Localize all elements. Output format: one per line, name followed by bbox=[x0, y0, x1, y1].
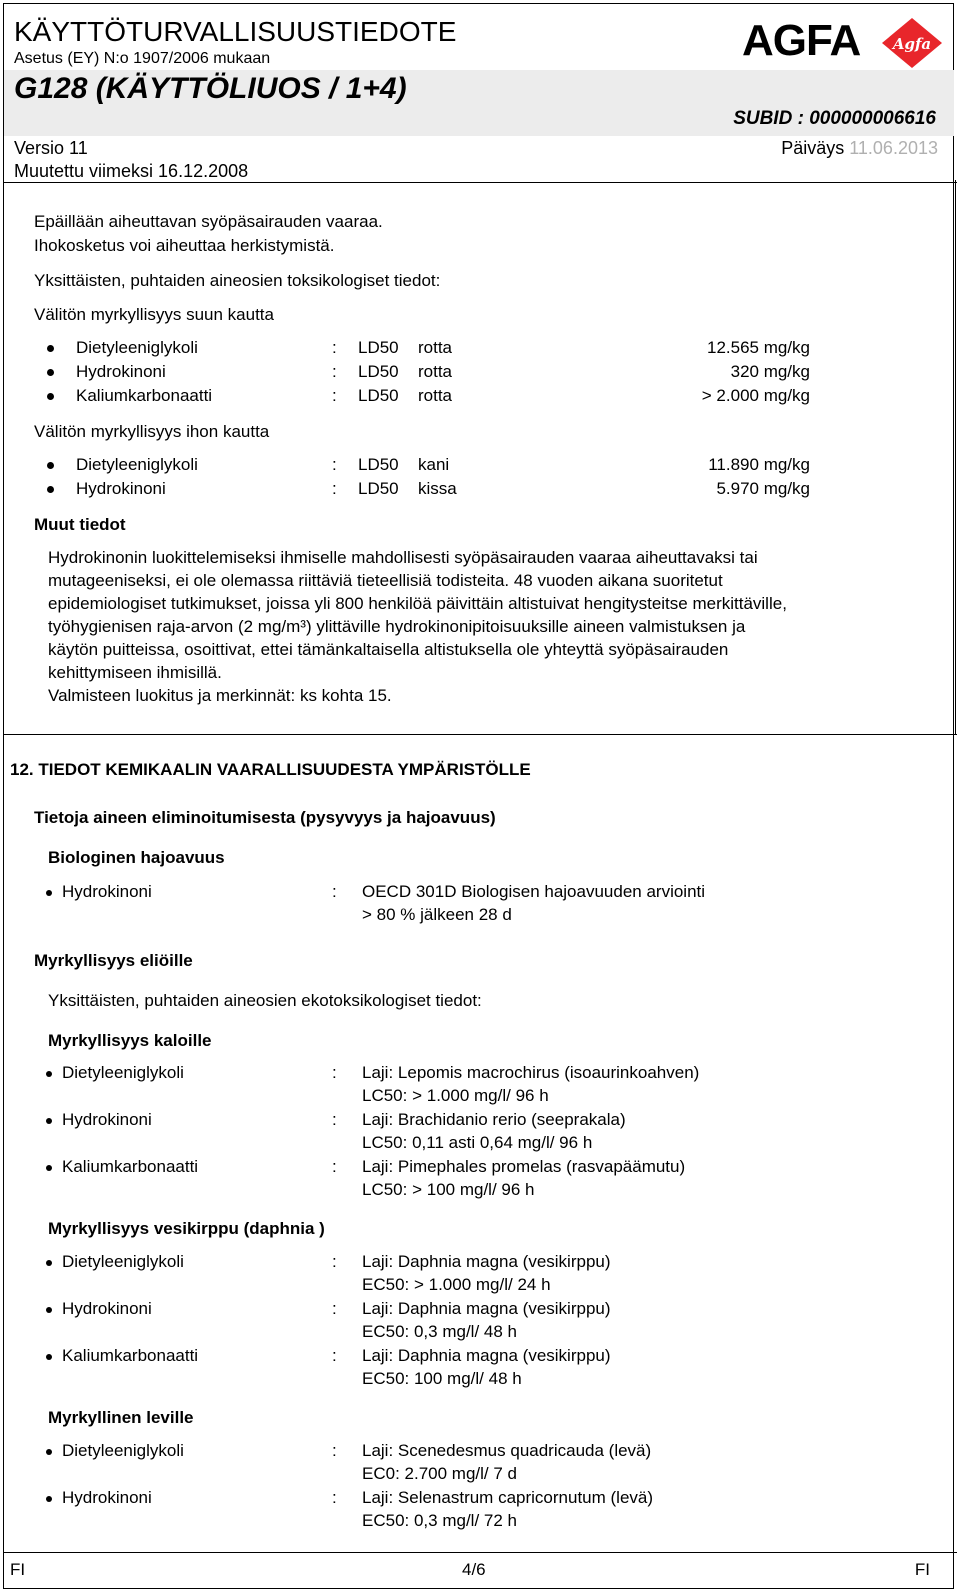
biodegradability-title: Biologinen hajoavuus bbox=[48, 848, 225, 867]
species: kani bbox=[418, 455, 450, 474]
species-detail: Laji: Pimephales promelas (rasvapäämutu) bbox=[362, 1157, 686, 1176]
species-detail: Laji: Daphnia magna (vesikirppu) bbox=[362, 1252, 611, 1271]
other-info-line: työhygienisen raja-arvon (2 mg/m³) ylittäville hydrokinonipitoisuuksille aineen valmistuksen ja bbox=[48, 617, 746, 636]
separator: : bbox=[332, 1252, 337, 1271]
other-info-line: Hydrokinonin luokittelemiseksi ihmiselle mahdollisesti syöpäsairauden vaaraa aiheuttavaksi tai bbox=[48, 548, 758, 567]
species-detail: Laji: Lepomis macrochirus (isoaurinkoahven) bbox=[362, 1063, 700, 1082]
eco-result: EC50: > 1.000 mg/l/ 24 h bbox=[362, 1275, 551, 1294]
eco-result: LC50: > 1.000 mg/l/ 96 h bbox=[362, 1086, 549, 1105]
sensitisation-warning: Ihokosketus voi aiheuttaa herkistymistä. bbox=[34, 236, 335, 255]
separator: : bbox=[332, 338, 337, 357]
substance-name: Kaliumkarbonaatti bbox=[76, 386, 213, 405]
organisms-title: Myrkyllisyys eliöille bbox=[34, 951, 193, 970]
logo-badge-text: Agfa bbox=[892, 35, 932, 53]
tox-value: 12.565 mg/kg bbox=[706, 338, 810, 357]
eco-detail: OECD 301D Biologisen hajoavuuden arviointi bbox=[362, 882, 706, 901]
separator: : bbox=[332, 1157, 337, 1176]
oral-toxicity-title: Välitön myrkyllisyys suun kautta bbox=[34, 305, 274, 324]
eco-result: EC50: 100 mg/l/ 48 h bbox=[362, 1369, 522, 1388]
species-detail: Laji: Daphnia magna (vesikirppu) bbox=[362, 1299, 611, 1318]
separator: : bbox=[332, 1299, 337, 1318]
separator: : bbox=[332, 386, 337, 405]
substance-name: Kaliumkarbonaatti bbox=[62, 1346, 199, 1365]
eco-result: EC50: 0,3 mg/l/ 48 h bbox=[362, 1322, 517, 1341]
substance-name: Dietyleeniglykoli bbox=[76, 455, 198, 474]
fish-toxicity-title: Myrkyllisyys kaloille bbox=[48, 1031, 212, 1050]
substance-name: Hydrokinoni bbox=[62, 882, 152, 901]
carcinogen-warning: Epäillään aiheuttavan syöpäsairauden vaaraa. bbox=[34, 212, 383, 231]
algae-toxicity-title: Myrkyllinen leville bbox=[48, 1408, 194, 1427]
bullet-icon bbox=[47, 486, 54, 493]
bullet-icon bbox=[47, 462, 54, 469]
eco-result: EC50: 0,3 mg/l/ 72 h bbox=[362, 1511, 517, 1530]
regulation: Asetus (EY) N:o 1907/2006 mukaan bbox=[14, 50, 271, 67]
substance-name: Hydrokinoni bbox=[76, 479, 166, 498]
separator: : bbox=[332, 455, 337, 474]
substance-name: Dietyleeniglykoli bbox=[62, 1063, 184, 1082]
species-detail: Laji: Daphnia magna (vesikirppu) bbox=[362, 1346, 611, 1365]
bullet-icon bbox=[46, 1260, 52, 1266]
species-detail: Laji: Scenedesmus quadricauda (levä) bbox=[362, 1441, 652, 1460]
page-number: 4/6 bbox=[462, 1560, 486, 1579]
section-divider bbox=[3, 734, 957, 735]
tox-value: 11.890 mg/kg bbox=[708, 455, 810, 474]
issue-date bbox=[781, 138, 938, 159]
species-detail: Laji: Selenastrum capricornutum (levä) bbox=[362, 1488, 654, 1507]
test-type: LD50 bbox=[358, 338, 399, 357]
document-type: KÄYTTÖTURVALLISUUSTIEDOTE bbox=[14, 16, 457, 47]
species: rotta bbox=[418, 386, 453, 405]
bullet-icon bbox=[47, 393, 54, 400]
substance-name: Hydrokinoni bbox=[62, 1110, 152, 1129]
version: Versio 11 bbox=[14, 138, 88, 158]
footer-language-left: FI bbox=[10, 1560, 26, 1579]
substance-name: Dietyleeniglykoli bbox=[76, 338, 198, 357]
product-name: G128 (KÄYTTÖLIUOS / 1+4) bbox=[14, 72, 407, 105]
footer-divider bbox=[3, 1552, 957, 1553]
substance-name: Dietyleeniglykoli bbox=[62, 1441, 184, 1460]
section-right-border bbox=[955, 180, 956, 735]
header-divider bbox=[3, 182, 957, 183]
dermal-toxicity-title: Välitön myrkyllisyys ihon kautta bbox=[34, 422, 270, 441]
other-info-line: mutageeniseksi, ei ole olemassa riittäviä tieteellisiä todisteita. 48 vuoden aikana suoritetut bbox=[48, 571, 723, 590]
other-info-line: kehittymiseen ihmisillä. bbox=[48, 663, 222, 682]
eco-result: LC50: 0,11 asti 0,64 mg/l/ 96 h bbox=[362, 1133, 593, 1152]
separator: : bbox=[332, 1346, 337, 1365]
other-info-line: käytön puitteissa, osoittivat, ettei tämänkaltaisella altistuksella ole yhteyttä syöpäsairauden bbox=[48, 640, 729, 659]
other-info-title: Muut tiedot bbox=[34, 515, 126, 534]
separator: : bbox=[332, 882, 337, 901]
test-type: LD50 bbox=[358, 362, 399, 381]
bullet-icon bbox=[46, 890, 52, 896]
eco-intro: Yksittäisten, puhtaiden aineosien ekotoksikologiset tiedot: bbox=[48, 991, 482, 1010]
daphnia-toxicity-title: Myrkyllisyys vesikirppu (daphnia ) bbox=[48, 1219, 325, 1238]
subid: SUBID : 000000006616 bbox=[733, 108, 936, 129]
separator: : bbox=[332, 362, 337, 381]
section-12-heading: 12. TIEDOT KEMIKAALIN VAARALLISUUDESTA YMPÄRISTÖLLE bbox=[10, 760, 531, 779]
bullet-icon bbox=[47, 345, 54, 352]
agfa-badge-icon bbox=[880, 16, 944, 70]
tox-value: 320 mg/kg bbox=[730, 362, 810, 381]
substance-name: Hydrokinoni bbox=[62, 1488, 152, 1507]
bullet-icon bbox=[46, 1354, 52, 1360]
date-value: 11.06.2013 bbox=[849, 138, 938, 158]
bullet-icon bbox=[46, 1496, 52, 1502]
separator: : bbox=[332, 1441, 337, 1460]
tox-value: > 2.000 mg/kg bbox=[701, 386, 810, 405]
separator: : bbox=[332, 1063, 337, 1082]
species: kissa bbox=[418, 479, 457, 498]
tox-value: 5.970 mg/kg bbox=[716, 479, 810, 498]
test-type: LD50 bbox=[358, 479, 399, 498]
agfa-logo bbox=[742, 16, 860, 66]
bullet-icon bbox=[46, 1071, 52, 1077]
test-type: LD50 bbox=[358, 455, 399, 474]
eco-result: > 80 % jälkeen 28 d bbox=[362, 905, 512, 924]
separator: : bbox=[332, 479, 337, 498]
last-modified: Muutettu viimeksi 16.12.2008 bbox=[14, 161, 249, 181]
bullet-icon bbox=[46, 1449, 52, 1455]
substance-name: Hydrokinoni bbox=[62, 1299, 152, 1318]
other-info-line: epidemiologiset tutkimukset, joissa yli 800 henkilöä päivittäin altistuivat hengitysteitse merkittäville, bbox=[48, 594, 787, 613]
elimination-title: Tietoja aineen eliminoitumisesta (pysyvyys ja hajoavuus) bbox=[34, 808, 496, 827]
species: rotta bbox=[418, 362, 453, 381]
substance-name: Hydrokinoni bbox=[76, 362, 166, 381]
species-detail: Laji: Brachidanio rerio (seeprakala) bbox=[362, 1110, 626, 1129]
species: rotta bbox=[418, 338, 453, 357]
tox-intro: Yksittäisten, puhtaiden aineosien toksikologiset tiedot: bbox=[34, 271, 441, 290]
logo-text: AGFA bbox=[742, 16, 861, 65]
date-label: Päiväys bbox=[781, 138, 845, 158]
separator: : bbox=[332, 1110, 337, 1129]
substance-name: Kaliumkarbonaatti bbox=[62, 1157, 199, 1176]
other-info-line: Valmisteen luokitus ja merkinnät: ks kohta 15. bbox=[48, 686, 392, 705]
bullet-icon bbox=[46, 1165, 52, 1171]
substance-name: Dietyleeniglykoli bbox=[62, 1252, 184, 1271]
bullet-icon bbox=[47, 369, 54, 376]
bullet-icon bbox=[46, 1307, 52, 1313]
footer-language-right: FI bbox=[914, 1560, 930, 1579]
eco-result: LC50: > 100 mg/l/ 96 h bbox=[362, 1180, 535, 1199]
section-left-border bbox=[3, 180, 4, 735]
separator: : bbox=[332, 1488, 337, 1507]
eco-result: EC0: 2.700 mg/l/ 7 d bbox=[362, 1464, 517, 1483]
test-type: LD50 bbox=[358, 386, 399, 405]
bullet-icon bbox=[46, 1118, 52, 1124]
